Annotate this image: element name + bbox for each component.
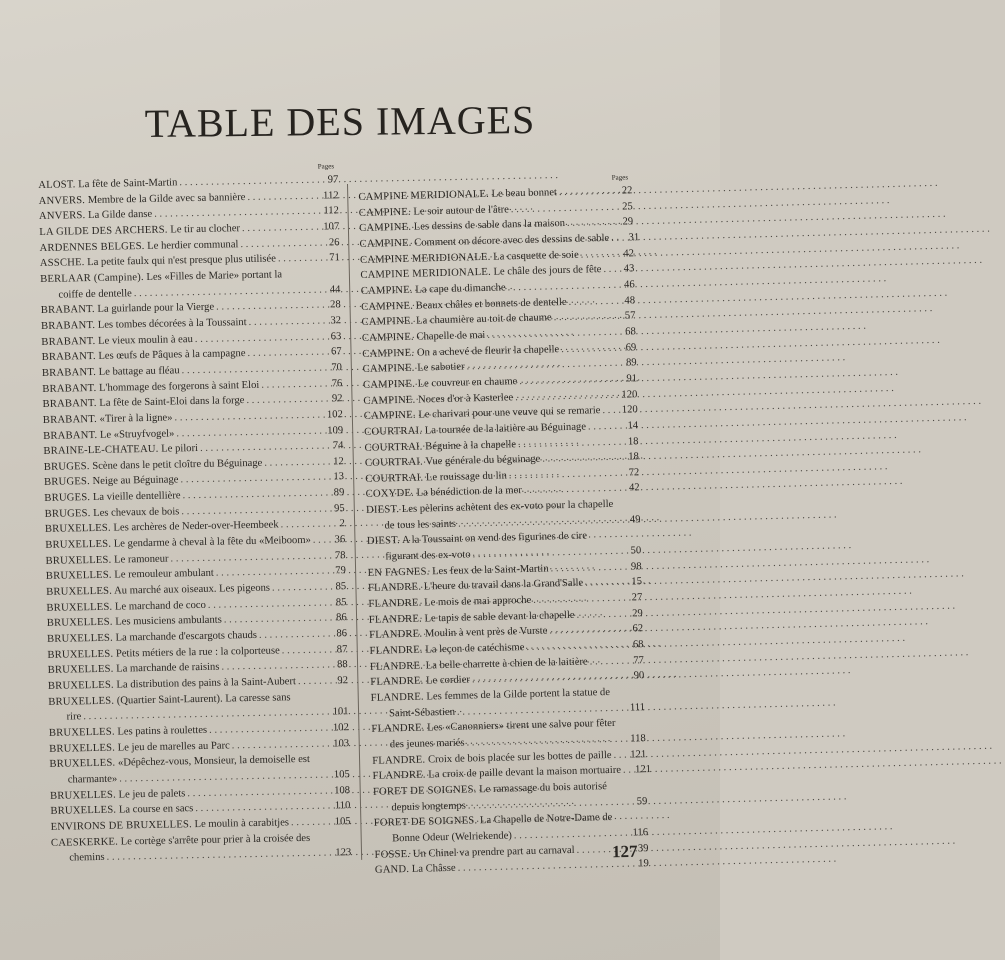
leader-dots	[247, 188, 317, 205]
entry-list-right	[358, 183, 652, 878]
entry-caption: Comment on décore avec des dessins de sable	[414, 232, 610, 249]
leader-dots	[261, 376, 320, 393]
entry-caption: Scène dans le petit cloître du Béguinage	[92, 457, 263, 472]
entry-place: BERLAAR (Campine).	[40, 271, 144, 285]
leader-dots	[603, 262, 612, 278]
entry-page-number: 121	[634, 764, 652, 776]
entry-page-number: 13	[333, 471, 345, 483]
entry-caption: Béguine à la chapelle	[425, 438, 517, 452]
entry-page-number: 88	[336, 659, 348, 671]
leader-dots	[585, 575, 620, 592]
entry-page-number: 109	[327, 424, 344, 436]
entry-caption-continued: de tous les saints	[384, 518, 457, 532]
leader-dots	[264, 454, 322, 471]
leader-dots	[613, 747, 624, 763]
entry-caption: Noces d'or à Kasterlee	[417, 391, 514, 406]
entry-caption: La distribution des pains à la Saint-Aubert	[116, 676, 297, 691]
entry-caption: Le ramoneur	[113, 553, 169, 566]
entry-caption-continued: chemins	[69, 852, 105, 864]
entry-page-number: 112	[323, 189, 339, 202]
entry-caption: Les «Filles de Marie» portant la	[146, 269, 283, 283]
entry-caption-continued: coiffe de dentelle	[58, 287, 132, 301]
entry-caption: L'heure du travail dans la Grand'Salle	[423, 578, 584, 593]
entry-page-number: 42	[628, 482, 640, 494]
leader-dots	[313, 533, 324, 549]
entry-caption: Le mois de mai approche	[424, 594, 532, 609]
entry-caption: Les patins à roulettes	[117, 724, 208, 738]
entry-caption-continued: des jeunes mariés	[389, 737, 465, 751]
entry-caption: Membre de la Gilde avec sa bannière	[87, 191, 246, 206]
entry-caption-continued: rire	[66, 711, 82, 723]
entry-page-number: 70	[331, 362, 343, 374]
leader-dots	[550, 559, 619, 576]
entry-page-number: 105	[334, 816, 351, 828]
entry-place: BRUXELLES.	[46, 617, 113, 630]
entry-page-number: 68	[632, 639, 644, 651]
entry-caption-continued: Saint-Sébastien	[388, 706, 456, 720]
entry-caption: Un Chinel va prendre part au carnaval	[412, 844, 575, 860]
entry-page-number: 18	[627, 435, 639, 447]
entry-page-number: 97	[327, 174, 339, 186]
entry-place: BRABANT.	[42, 382, 97, 395]
entry-place: BRABANT.	[42, 413, 98, 426]
entry-page-number: 76	[331, 377, 343, 389]
entry-page-number: 118	[630, 733, 646, 745]
entry-caption: Le battage au fléau	[98, 365, 180, 378]
leader-dots	[515, 387, 616, 405]
entry-page-number: 29	[631, 607, 643, 620]
entry-caption: Le cordier	[425, 674, 471, 687]
entry-page-number: 110	[334, 800, 351, 812]
entry-page-number: 79	[335, 565, 346, 577]
entry-place: BRUXELLES.	[48, 695, 115, 708]
entry-place: CAMPINE.	[362, 362, 415, 376]
entry-caption: La bénédiction de la mer	[416, 485, 522, 500]
entry-caption: La leçon de catéchisme	[425, 642, 525, 656]
index-entry	[366, 496, 641, 534]
entry-page-number: 27	[631, 592, 643, 604]
entry-place: ASSCHE.	[39, 257, 85, 270]
leader-dots	[259, 627, 325, 644]
entry-page-number: 39	[637, 842, 649, 854]
entry-place: LA GILDE DES ARCHERS.	[39, 224, 168, 238]
entry-caption: La course en sacs	[118, 803, 194, 816]
entry-page-number: 92	[331, 393, 343, 405]
entry-place: CAMPINE.	[363, 409, 416, 423]
leader-dots	[280, 517, 323, 533]
leader-dots	[568, 293, 613, 310]
entry-page-number: 102	[332, 722, 349, 734]
leader-dots	[242, 220, 318, 237]
entry-page-number: 46	[623, 279, 635, 291]
entry-page-number: 95	[333, 502, 345, 515]
entry-place: CAMPINE.	[361, 300, 414, 313]
entry-place: FORET DE SOIGNES.	[373, 815, 478, 830]
entry-page-number: 120	[621, 404, 638, 416]
entry-place: CAMPINE.	[359, 222, 412, 235]
leader-dots	[561, 340, 614, 357]
entry-caption: Les musiciens ambulants	[115, 614, 222, 628]
entry-place: CAMPINE.	[363, 394, 416, 407]
entry-place: FLANDRE.	[368, 613, 423, 626]
entry-caption: Les pèlerins achètent des ex-voto pour la chapelle	[401, 498, 614, 516]
entry-caption: Les dessins de sable dans la maison	[413, 218, 566, 233]
entry-caption-continued: Bonne Odeur (Welriekende)	[392, 830, 513, 845]
entry-place: BRABANT.	[43, 429, 98, 442]
entry-page-number: 92	[337, 675, 349, 687]
leader-dots	[590, 653, 623, 669]
entry-place: BRUXELLES.	[46, 601, 113, 614]
entry-caption: Les chevaux de bois	[93, 506, 180, 519]
entry-caption: La croix de paille devant la maison mortuaire	[428, 765, 622, 781]
entry-caption: Le tapis de sable devant la chapelle	[424, 609, 575, 625]
leader-dots	[588, 419, 617, 435]
entry-page-number: 86	[336, 612, 347, 624]
leader-dots	[542, 450, 617, 467]
entry-caption: L'hommage des forgerons à saint Eloi	[98, 379, 260, 394]
entry-caption: Les feux de la Saint-Martin	[432, 563, 549, 578]
entry-caption: La marchande d'escargots chauds	[115, 629, 258, 644]
entry-caption: La chaumière au toit de chaume	[415, 312, 552, 327]
entry-caption: La Gilde danse	[87, 209, 153, 222]
entry-place: BRUXELLES.	[44, 523, 111, 536]
entry-caption: La vieille dentellière	[92, 490, 181, 504]
entry-caption: Le rouissage du lin	[425, 470, 508, 484]
leader-dots	[567, 215, 612, 232]
entry-place: CAMPINE.	[361, 331, 414, 344]
entry-page-number: 89	[333, 487, 345, 499]
entry-page-number: 111	[629, 701, 646, 714]
entry-place: FORET DE SOIGNES.	[372, 784, 477, 798]
entry-page-number: 87	[336, 643, 348, 656]
entry-caption: Le beau bonnet	[491, 187, 558, 200]
entry-caption: La fête de Saint-Martin	[78, 177, 178, 191]
entry-place: FLANDRE.	[369, 660, 424, 673]
entry-page-number: 86	[336, 628, 348, 640]
entry-place: COURTRAI.	[365, 472, 424, 485]
entry-place: EN FAGNES.	[367, 566, 430, 579]
entry-page-number: 22	[621, 185, 633, 197]
leader-dots	[623, 763, 629, 779]
leader-dots	[559, 184, 611, 201]
entry-page-number: 29	[622, 216, 634, 228]
entry-page-number: 63	[330, 330, 342, 342]
entry-place: FLANDRE.	[370, 691, 424, 704]
entry-page-number: 42	[623, 247, 635, 260]
pages-header: Pages	[317, 162, 335, 171]
entry-page-number: 36	[334, 534, 346, 546]
leader-dots	[549, 622, 621, 639]
entry-caption: La guirlande pour la Vierge	[97, 301, 215, 316]
entry-caption: Chapelle de mai	[416, 329, 486, 343]
entry-place: CAMPINE.	[362, 378, 416, 391]
entry-page-number: 49	[629, 513, 641, 526]
entry-page-number: 69	[625, 341, 637, 354]
entry-page-number: 123	[335, 847, 352, 859]
entry-place: BRUXELLES.	[47, 663, 114, 677]
leader-dots	[298, 674, 326, 690]
index-column-left	[38, 160, 351, 867]
entry-place: BRABANT.	[42, 398, 97, 411]
entry-page-number: 72	[628, 467, 640, 479]
entry-caption-continued: charmante»	[67, 773, 118, 786]
entry-caption: Les tombes décorées à la Toussaint	[97, 316, 247, 331]
entry-place: ANVERS.	[38, 194, 86, 207]
entry-page-number: 62	[632, 623, 644, 635]
leader-dots	[232, 736, 328, 753]
leader-dots	[291, 814, 329, 830]
entry-caption: Les femmes de la Gilde portent la statue de	[426, 686, 611, 703]
entry-page-number: 28	[330, 299, 341, 311]
entry-page-number: 18	[628, 451, 640, 463]
entry-caption: Petits métiers de la rue : la colporteuse	[115, 645, 280, 660]
entry-caption: Le tir au clocher	[170, 223, 241, 236]
leader-dots	[553, 309, 613, 326]
entry-caption: Le sabotier	[417, 361, 465, 374]
entry-place: BRAINE-LE-CHATEAU.	[43, 443, 159, 458]
entry-place: BRABANT.	[41, 366, 97, 379]
entry-caption: Le soir autour de l'âtre	[413, 203, 509, 218]
entry-caption: La belle charrette à chien de la laitière	[425, 656, 588, 672]
entry-caption: Le «Struyfvogel»	[99, 427, 175, 441]
entry-caption: La Chapelle de Notre-Dame de	[479, 812, 613, 827]
leader-dots	[611, 231, 617, 247]
entry-place: ANVERS.	[38, 210, 86, 223]
entry-caption: Le jeu de marelles au Parc	[117, 740, 230, 754]
entry-page-number: 116	[632, 827, 649, 839]
index-column-right	[358, 171, 652, 878]
entry-page-number: 50	[630, 545, 642, 557]
entry-page-number: 32	[330, 315, 342, 327]
entry-page-number: 91	[626, 373, 638, 385]
entry-place: CAMPINE.	[362, 347, 415, 360]
entry-page-number: 74	[332, 440, 344, 452]
entry-page-number: 90	[633, 670, 645, 682]
entry-caption: Au marché aux oiseaux. Les pigeons	[114, 582, 271, 597]
entry-caption: «Dépêchez-vous, Monsieur, la demoiselle est	[117, 754, 311, 769]
leader-dots	[240, 235, 317, 252]
entry-page-number: 112	[323, 205, 340, 217]
leader-dots	[246, 392, 320, 409]
page-title: TABLE DES IMAGES	[144, 96, 536, 147]
leader-dots	[106, 846, 329, 866]
entry-page-number: 57	[624, 310, 636, 322]
entry-place: CAMPINE MERIDIONALE.	[359, 251, 491, 266]
entry-caption-continued: depuis longtemps	[391, 800, 466, 813]
entry-page-number: 59	[636, 795, 648, 807]
entry-place: BRUGES.	[43, 460, 90, 473]
entry-page-number: 26	[328, 236, 340, 249]
entry-page-number: 48	[624, 294, 636, 307]
entry-place: FLANDRE.	[371, 722, 425, 736]
entry-place: BRABANT.	[40, 319, 96, 332]
entry-place: COURTRAI.	[364, 441, 423, 454]
entry-caption: La marchande de raisins	[116, 661, 220, 675]
entry-page-number: 15	[631, 576, 643, 588]
entry-caption: La casquette de soie	[493, 249, 579, 263]
entry-place: CAESKERKE.	[50, 836, 119, 849]
entry-page-number: 77	[633, 654, 645, 667]
entry-place: COURTRAI.	[364, 456, 424, 470]
entry-caption: Le moulin à carabitjes	[194, 817, 290, 831]
entry-place: FLANDRE.	[369, 628, 423, 642]
entry-caption: Le vieux moulin à eau	[98, 333, 193, 347]
entry-place: CAMPINE MERIDIONALE.	[360, 267, 492, 282]
entry-page-number: 14	[627, 420, 639, 432]
index-entry	[51, 830, 352, 867]
entry-page-number: 121	[630, 748, 647, 761]
entry-place: FLANDRE.	[367, 581, 422, 595]
entry-place: FLANDRE.	[372, 769, 426, 783]
entry-caption: Vue générale du béguinage	[425, 453, 541, 468]
entry-place: FLANDRE.	[369, 644, 423, 657]
entry-page-number: 85	[335, 596, 347, 609]
entry-place: BRUGES.	[44, 507, 91, 520]
leader-dots	[247, 345, 319, 362]
leader-dots	[457, 857, 627, 877]
entry-caption: Le gendarme à cheval à la fête du «Meiboom»	[113, 534, 311, 550]
entry-page-number: 67	[330, 346, 342, 358]
entry-place: FLANDRE.	[370, 675, 424, 689]
leader-dots	[272, 580, 324, 597]
entry-page-number: 102	[326, 409, 343, 421]
entry-page-number: 31	[628, 232, 640, 244]
entry-caption: Le marchand de coco	[114, 599, 206, 613]
entry-place: COURTRAI.	[364, 425, 423, 438]
entry-page-number: 71	[329, 252, 340, 264]
entry-place: DIEST.	[366, 535, 401, 548]
entry-caption: La cape du dimanche	[415, 282, 506, 296]
entry-page-number: 103	[333, 737, 350, 750]
entry-page-number: 44	[329, 283, 341, 296]
entry-caption: Le cortège s'arrête pour prier à la croisée des	[120, 832, 311, 848]
entry-place: FLANDRE.	[368, 597, 422, 610]
entry-caption: Le herdier communal	[147, 238, 239, 252]
leader-dots	[581, 246, 613, 262]
entry-caption: Le jeu de palets	[118, 787, 186, 801]
entry-page-number: 98	[630, 560, 642, 573]
entry-place: BRUXELLES.	[50, 804, 117, 818]
entry-caption: Le ramassage du bois autorisé	[479, 781, 607, 796]
leader-dots	[576, 606, 621, 623]
entry-place: GAND.	[374, 864, 410, 877]
entry-page-number: 43	[623, 263, 635, 275]
entry-place: BRUGES.	[44, 492, 91, 505]
entry-caption: On a achevé de fleurir la chapelle	[416, 343, 560, 359]
entry-place: FLANDRE.	[372, 754, 426, 767]
entry-place: BRABANT.	[41, 335, 96, 348]
entry-caption: Moulin à vent près de Vurste	[424, 625, 548, 640]
entry-caption: Neige au Béguinage	[92, 474, 179, 488]
entry-caption: A la Toussaint on vend des figurines de cire	[401, 530, 588, 547]
entry-page-number: 68	[625, 326, 636, 338]
entry-caption: Le charivari pour une veuve qui se remarie	[418, 405, 601, 421]
entry-place: CAMPINE.	[359, 237, 412, 250]
leader-dots	[248, 314, 319, 331]
leader-dots	[602, 403, 616, 419]
entry-caption: La tournée de la laitière au Béguinage	[424, 421, 587, 437]
entry-caption: Les «Canonniers» tirent une salve pour fêter	[427, 718, 616, 734]
entry-caption-continued: figurant des ex-voto	[385, 549, 471, 563]
entry-caption: Les œufs de Pâques à la campagne	[98, 348, 246, 363]
entry-place: DIEST.	[365, 504, 400, 517]
entry-page-number: 105	[333, 769, 350, 781]
entry-place: CAMPINE MERIDIONALE.	[358, 188, 490, 203]
entry-caption: Le couvreur en chaume	[417, 376, 518, 390]
entry-place: ARDENNES BELGES.	[39, 240, 145, 254]
entry-caption: Le remouleur ambulant	[114, 568, 214, 582]
entry-page-number: 101	[332, 706, 349, 718]
entry-page-number: 12	[333, 455, 344, 468]
entry-page-number: 108	[334, 784, 351, 797]
entry-caption: Le châle des jours de fête	[493, 264, 602, 278]
entry-page-number: 19	[638, 858, 649, 870]
entry-place: ENVIRONS DE BRUXELLES.	[50, 819, 193, 833]
entry-place: FOSSE.	[374, 848, 411, 861]
entry-place: BRUXELLES.	[45, 570, 112, 583]
entry-place: BRABANT.	[40, 304, 95, 317]
entry-place: CAMPINE.	[361, 315, 414, 329]
entry-place: CAMPINE.	[360, 284, 413, 297]
entry-page-number: 89	[625, 357, 637, 369]
entry-caption: «Tirer à la ligne»	[99, 412, 173, 425]
entry-page-number: 2	[339, 518, 346, 530]
entry-caption: Le pilori	[161, 443, 199, 455]
entry-caption: La petite faulx qui n'est presque plus utilisée	[87, 253, 277, 269]
entry-place: BRUXELLES.	[49, 757, 116, 771]
entry-place: CAMPINE.	[358, 206, 411, 219]
entry-page-number: 25	[622, 200, 633, 213]
entry-place: ALOST.	[38, 179, 76, 191]
page-number: 127	[611, 841, 638, 862]
entry-place: BRUXELLES.	[45, 554, 112, 567]
entry-caption: Les archères de Neder-over-Heembeek	[113, 519, 279, 535]
entry-caption: (Quartier Saint-Laurent). La caresse sans	[116, 691, 291, 707]
entry-place: BRUXELLES.	[45, 538, 112, 552]
entry-place: BRUXELLES.	[47, 679, 114, 692]
entry-place: BRUXELLES.	[47, 648, 114, 661]
entry-list-left	[38, 172, 351, 867]
entry-place: BRUXELLES.	[49, 789, 117, 802]
pages-header: Pages	[611, 173, 629, 182]
entry-caption: La Châsse	[411, 863, 456, 876]
entry-place: BRABANT.	[41, 351, 96, 364]
entry-caption: Beaux châles et bonnets de dentelle	[415, 296, 567, 312]
entry-caption: Croix de bois placée sur les bottes de paille	[427, 749, 612, 766]
leader-dots	[278, 251, 318, 267]
entry-place: BRUXELLES.	[46, 632, 114, 645]
entry-page-number: 120	[621, 388, 638, 401]
entry-place: COXYDE.	[365, 488, 415, 501]
leader-dots	[282, 642, 326, 658]
entry-place: BRUGES.	[43, 476, 91, 489]
entry-place: BRUXELLES.	[48, 726, 115, 739]
entry-page-number: 107	[323, 221, 340, 233]
entry-page-number: 78	[334, 549, 346, 562]
entry-page-number: 85	[335, 581, 347, 593]
entry-caption: La fête de Saint-Eloi dans la forge	[99, 395, 245, 410]
entry-place: BRUXELLES.	[46, 585, 113, 598]
entry-place: BRUXELLES.	[49, 742, 116, 755]
